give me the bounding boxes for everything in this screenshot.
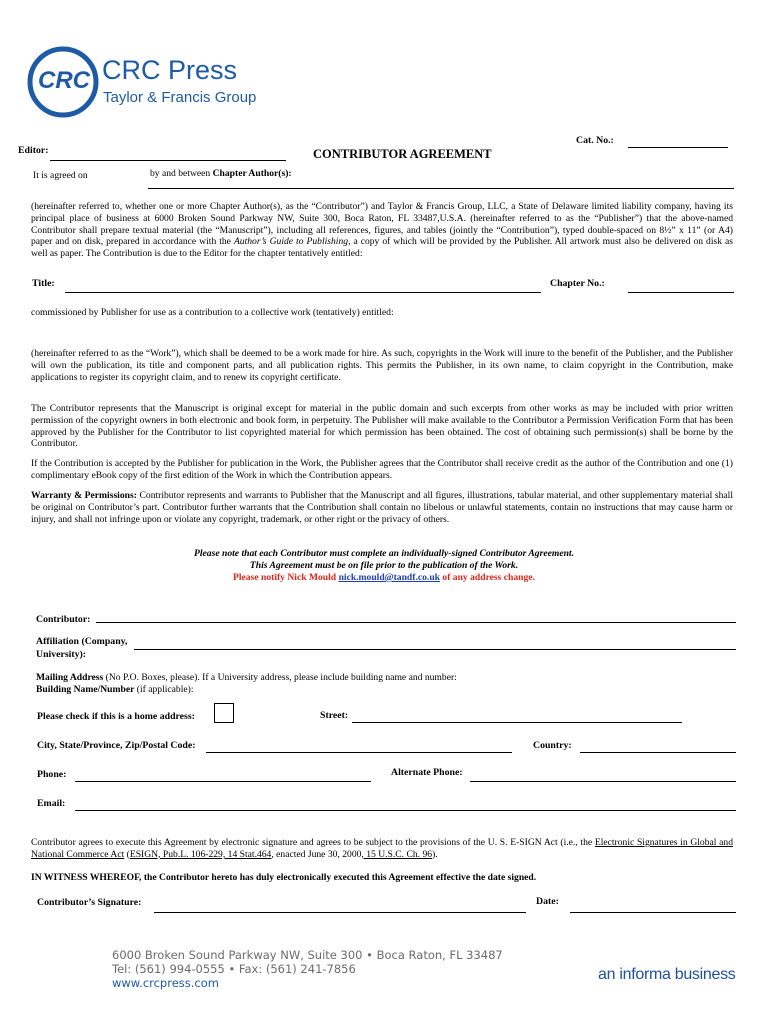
intro-text-1: (hereinafter referred to, whether one or more Chapter Author(s), as the “Contributor”) and Taylor & Francis Group, LLC, a State of Delaware limited liability company, having its principal place of business at 6000 Broken Sound Parkway NW, Suite 300, Boca Raton, FL 33487,U.S.A. (hereinafter referred to as the “Publisher”) that the above-named Contributor shall prepare textual material (the “Manuscript”), including all references, figures, and tables (jointly the “Contribution”), typed double-spaced on 8½” x 11” (or A4) paper and on disk, prepared in accordance with the [31,201,733,248]
notice-line-3 [0,572,768,583]
building-label: Building Name/Number [36,684,135,695]
by-between-prefix: by and between [150,168,211,179]
notify-text: Please notify Nick Mould [233,572,337,583]
title-field[interactable] [65,292,541,293]
esign-text-2: ( [124,848,130,860]
date-field[interactable] [570,912,736,913]
building-text [36,684,194,695]
logo-name: CRC Press [102,55,238,85]
affiliation-field[interactable] [134,649,736,650]
contributor-label: Contributor: [36,614,91,625]
footer-phone: Tel: (561) 994-0555 • Fax: (561) 241-7856 [112,962,356,976]
esign-text-4: ). [432,848,438,860]
warranty-paragraph [31,490,733,525]
home-address-checkbox[interactable] [214,703,234,723]
agreement-title: CONTRIBUTOR AGREEMENT [313,147,492,161]
footer-address: 6000 Broken Sound Parkway NW, Suite 300 • Boca Raton, FL 33487 [112,948,503,962]
cat-no-label: Cat. No.: [576,135,614,146]
footer-website[interactable]: www.crcpress.com [112,976,219,990]
signature-label: Contributor’s Signature: [37,897,142,908]
chapter-authors-label: Chapter Author(s): [212,168,292,179]
cat-no-field[interactable] [628,147,728,148]
mailing-instructions: (No P.O. Boxes, please). If a University address, please include building name and number: [103,672,457,683]
intro-paragraph [31,201,733,260]
mailing-label: Mailing Address [36,672,104,683]
guide-title: Author’s Guide to Publishing [233,236,349,248]
city-field[interactable] [206,752,512,753]
witness-statement [31,872,536,883]
email-field[interactable] [75,810,736,811]
usc-citation-link[interactable]: , 15 U.S.C. Ch. 96 [361,848,433,860]
notice-line-2: This Agreement must be on file prior to the publication of the Work. [249,560,519,571]
credit-paragraph: If the Contribution is accepted by the Publisher for publication in the Work, the Publisher agrees that the Contributor shall receive credit as the author of the Contribution and one (1) complimentary eBook copy of the first edition of the Work in which the Contribution appears. [31,458,733,481]
crc-logo [26,45,100,119]
alt-phone-field[interactable] [470,781,736,782]
title-label: Title: [32,278,55,289]
home-address-label: Please check if this is a home address: [37,711,195,722]
phone-label: Phone: [37,769,67,780]
esign-act-link[interactable]: Electronic Signatures in Global and National Commerce Act [31,837,733,860]
chapter-no-field[interactable] [628,292,734,293]
country-label: Country: [533,740,572,751]
building-note: (if applicable): [134,684,194,695]
esign-citation-link[interactable]: ESIGN, Pub.L. 106-229, 14 Stat.464 [129,848,272,860]
intro-text-2: , a copy of which will be provided by the Publisher. All artwork must also be delivered on disk as well as paper. The Contribution is due to the Editor for the chapter tentatively entitled: [31,236,734,260]
email-label: Email: [37,798,66,809]
agreed-on-text: It is agreed on [33,170,88,181]
street-field[interactable] [352,722,682,723]
logo-mark: CRC [38,67,90,94]
chapter-no-label: Chapter No.: [550,278,605,289]
country-field[interactable] [580,752,736,753]
city-label: City, State/Province, Zip/Postal Code: [37,740,196,751]
editor-field[interactable] [50,160,286,161]
notice-line-1: Please note that each Contributor must complete an individually-signed Contributor Agreement. [194,548,574,559]
warranty-text: Contributor represents and warrants to Publisher that the Manuscript and all figures, illustrations, tabular material, and other supplementary material shall be original on Contributor’s part. Contributor further warrants that the Contribution shall contain no libelous or unlawful statements, contain no instructions that may cause harm or injury, and shall not infringe upon or violate any copyright, trademark, or other right or the privacy of others. [31,490,733,525]
date-label: Date: [536,896,559,907]
street-label: Street: [320,710,349,721]
work-for-hire-paragraph: (hereinafter referred to as the “Work”), which shall be deemed to be a work made for hire. As such, copyrights in the Work will inure to the benefit of the Publisher, and the Publisher will own the publication, its title and component parts, and all publication rights. This permits the Publisher, in its own name, to claim copyright in the Contribution, make applications to register its copyright claim, and to renew its copyright certificate. [31,348,733,383]
witness-bold: IN WITNESS WHEREOF, [31,872,142,883]
esign-paragraph [31,837,733,861]
alt-phone-label: Alternate Phone: [391,767,463,778]
informa-logo: an informa business [598,966,736,983]
by-between-text [150,168,292,179]
chapter-authors-field[interactable] [148,188,734,189]
warranty-label: Warranty & Permissions: [31,490,137,501]
commissioned-text: commissioned by Publisher for use as a contribution to a collective work (tentatively) entitled: [31,307,394,318]
email-link[interactable]: nick.mould@tandf.co.uk [338,572,440,583]
affiliation-label: Affiliation (Company, [36,636,128,647]
contributor-field[interactable] [96,622,736,623]
witness-text: the Contributor hereto has duly electronically executed this Agreement effective the date signed. [141,872,537,883]
phone-field[interactable] [75,781,371,782]
editor-label: Editor: [18,145,49,156]
original-paragraph: The Contributor represents that the Manuscript is original except for material in the public domain and such excerpts from other works as may be included with prior written permission of the copyright owners in both electronic and book form, in perpetuity. The Publisher will make available to the Contributor a Permission Verification Form that has been approved by the Publisher for the Contributor to list copyrighted material for which permission has been obtained. The cost of obtaining such permission(s) shall be borne by the Contributor. [31,403,733,450]
university-label: University): [36,649,87,660]
address-change-text: of any address change. [440,572,535,583]
esign-text-1: Contributor agrees to execute this Agreement by electronic signature and agrees to be subject to the provisions of the U. S. E-SIGN Act (i.e., the [31,837,595,848]
logo-group: Taylor & Francis Group [103,89,257,106]
mailing-address-text [36,672,457,683]
signature-field[interactable] [154,912,526,913]
esign-text-3: , enacted June 30, 2000 [271,848,362,860]
